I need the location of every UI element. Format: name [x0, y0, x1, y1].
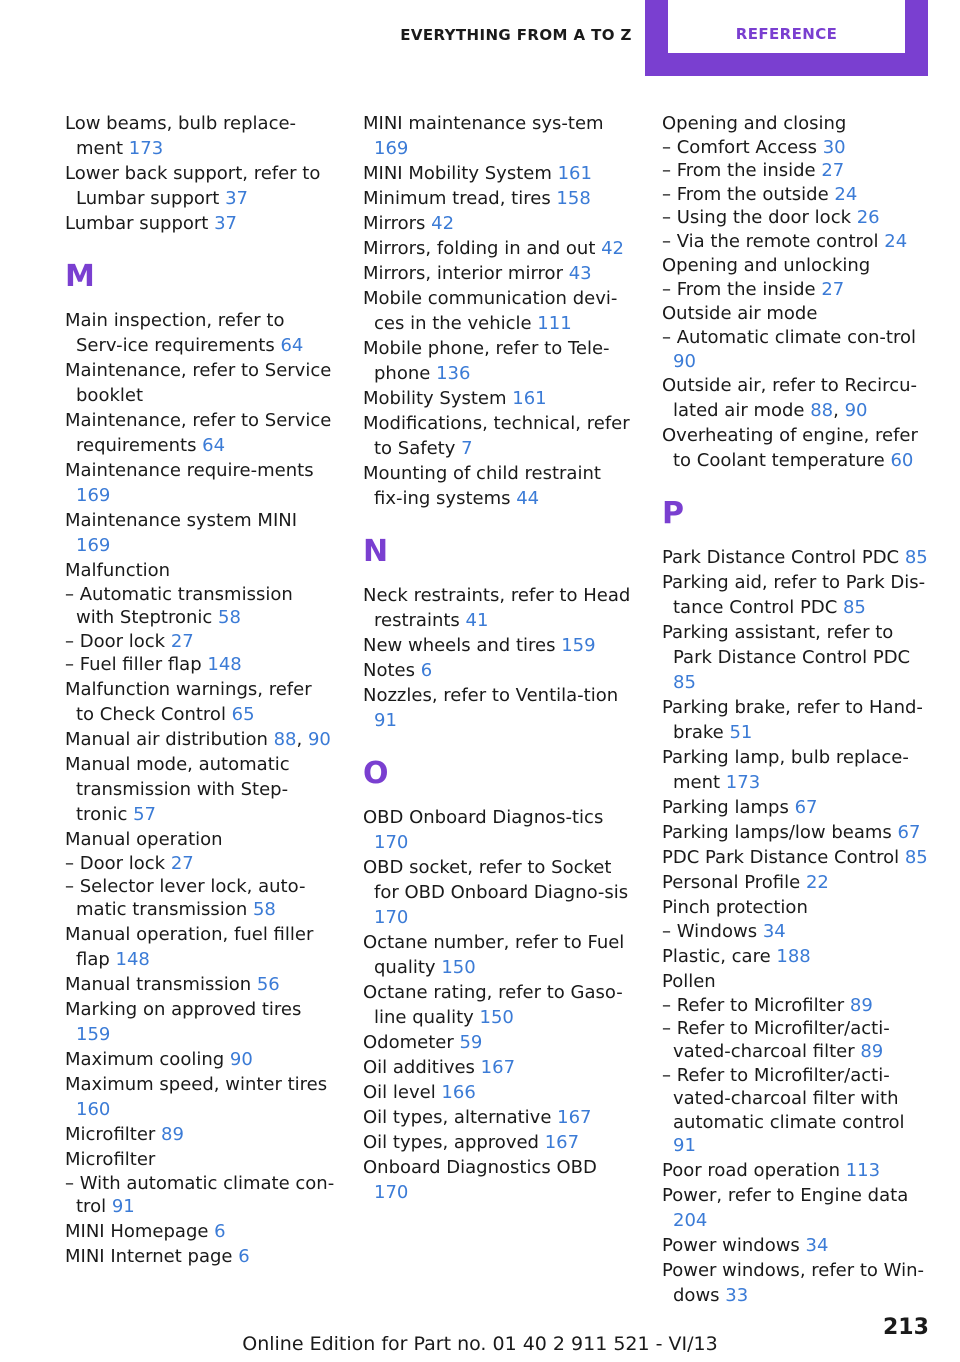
page-link[interactable]: 91 — [374, 710, 397, 731]
entry-text: Using the door lock — [676, 207, 857, 229]
entry-text: Automatic transmission with Steptronic — [76, 584, 293, 629]
index-subentry — [662, 183, 932, 206]
page-link[interactable]: 34 — [762, 921, 786, 943]
entry-text: Oil types, alternative — [363, 1107, 558, 1128]
entry-text: Comfort Access — [676, 137, 823, 158]
index-entry — [363, 683, 633, 733]
page-link[interactable]: 57 — [133, 803, 157, 825]
index-subentry — [662, 278, 932, 301]
page-link[interactable]: 58 — [252, 899, 276, 921]
page-link[interactable]: 169 — [76, 535, 111, 556]
entry-text: Outside air, refer to Recircu-lated air mode — [662, 375, 917, 422]
entry-text: Opening and closing — [662, 113, 847, 134]
entry-text: Low beams, bulb replace-ment — [65, 113, 297, 159]
entry-text: Fuel filler flap — [79, 654, 208, 676]
page-link[interactable]: 167 — [557, 1107, 592, 1128]
entry-text: Manual transmission — [65, 973, 257, 995]
index-entry — [662, 1158, 932, 1183]
index-subentry — [65, 1172, 335, 1219]
page-link[interactable]: 113 — [845, 1159, 881, 1181]
index-entry — [662, 545, 932, 570]
index-subentry — [65, 852, 335, 875]
index-entry — [662, 820, 932, 845]
entry-text: Maximum cooling — [65, 1048, 230, 1070]
entry-text: Power, refer to Engine data — [662, 1184, 909, 1206]
index-entry — [363, 111, 633, 161]
page-link[interactable]: 43 — [568, 263, 592, 284]
index-entry — [363, 286, 633, 336]
index-column-2 — [363, 111, 633, 1205]
page-link[interactable]: 27 — [821, 279, 845, 301]
index-entry — [662, 895, 932, 920]
index-entry — [363, 930, 633, 980]
page-number: 213 — [883, 1315, 929, 1340]
page-link[interactable]: 67 — [897, 822, 921, 844]
entry-text: Overheating of engine, refer to Coolant temperature — [662, 425, 918, 472]
index-entry — [363, 236, 633, 261]
page-link[interactable]: 161 — [512, 388, 547, 409]
index-entry — [363, 336, 633, 386]
page-link[interactable]: 30 — [822, 137, 846, 158]
index-entry — [65, 211, 335, 236]
index-entry — [363, 980, 633, 1030]
page-link[interactable]: 24 — [884, 230, 908, 252]
page-link[interactable]: 148 — [207, 654, 242, 676]
page-link[interactable]: 173 — [128, 138, 164, 159]
index-entry — [65, 308, 335, 358]
entry-text: Manual operation, fuel filler flap — [65, 923, 314, 970]
entry-text: Outside air mode — [662, 303, 818, 325]
entry-text: From the inside — [676, 279, 822, 301]
index-entry — [363, 1130, 633, 1155]
index-entry — [662, 695, 932, 745]
entry-text: From the inside — [676, 160, 822, 182]
entry-text: Pollen — [662, 970, 716, 992]
entry-text: Notes — [363, 660, 421, 681]
index-entry — [65, 972, 335, 997]
index-entry — [662, 969, 932, 994]
page-link[interactable]: 89 — [860, 1041, 884, 1063]
index-entry — [65, 458, 335, 508]
index-subentry — [662, 206, 932, 229]
entry-text: From the outside — [676, 183, 835, 205]
index-entry — [65, 752, 335, 827]
page-link[interactable]: 148 — [115, 948, 150, 970]
page-link[interactable]: 33 — [725, 1284, 749, 1306]
entry-text: Selector lever lock, auto-matic transmission — [76, 876, 306, 921]
entry-text: Oil types, approved — [363, 1132, 545, 1153]
page-link[interactable]: 89 — [849, 994, 873, 1016]
index-subentry — [662, 136, 932, 159]
page-link[interactable]: 85 — [904, 547, 928, 569]
index-entry — [65, 111, 335, 161]
index-subentry — [662, 994, 932, 1017]
page-link[interactable]: 67 — [794, 797, 818, 819]
index-entry — [662, 795, 932, 820]
page-link[interactable]: 64 — [280, 335, 304, 356]
page-link[interactable]: 88 — [273, 728, 297, 750]
page-link[interactable]: 37 — [225, 188, 248, 209]
section-letter: O — [363, 756, 389, 791]
entry-text: Onboard Diagnostics OBD — [363, 1157, 597, 1178]
entry-text: Windows — [676, 921, 763, 943]
page-link[interactable]: 6 — [420, 660, 433, 681]
entry-text: Oil additives — [363, 1057, 481, 1078]
page-link[interactable]: 170 — [374, 907, 409, 928]
entry-text: MINI maintenance sys-tem — [363, 113, 604, 134]
page-link[interactable]: 89 — [161, 1123, 184, 1145]
page-link[interactable]: 167 — [480, 1057, 516, 1078]
page-link[interactable]: 85 — [904, 847, 928, 869]
header-section-title: EVERYTHING FROM A TO Z — [400, 26, 632, 44]
page-link[interactable]: 85 — [842, 597, 866, 619]
page-link[interactable]: 160 — [76, 1098, 111, 1120]
index-entry — [662, 620, 932, 695]
entry-text: Octane rating, refer to Gaso-line quality — [363, 982, 623, 1028]
entry-text: Maintenance require-ments — [65, 460, 314, 481]
page-link[interactable]: 26 — [856, 207, 880, 229]
index-entry — [662, 570, 932, 620]
entry-text: MINI Homepage — [65, 1220, 215, 1242]
entry-text: Poor road operation — [662, 1159, 846, 1181]
index-entry — [65, 1219, 335, 1244]
entry-text: Refer to Microfilter/acti-vated-charcoal filter — [673, 1018, 890, 1063]
index-entry — [363, 161, 633, 186]
index-entry — [662, 1258, 932, 1308]
index-entry — [65, 508, 335, 558]
index-entry — [662, 944, 932, 969]
entry-text: Plastic, care — [662, 945, 777, 967]
entry-text: Parking lamps/low beams — [662, 822, 898, 844]
page-link[interactable]: 7 — [461, 438, 473, 459]
entry-text: Microfilter — [65, 1148, 156, 1170]
page-link[interactable]: 65 — [231, 703, 255, 725]
index-entry — [662, 845, 932, 870]
page-link[interactable]: 204 — [673, 1209, 708, 1231]
index-subentry — [662, 230, 932, 253]
index-entry — [65, 161, 335, 211]
index-entry — [65, 827, 335, 852]
index-entry — [65, 1244, 335, 1269]
entry-text: Maintenance system MINI — [65, 510, 298, 531]
index-entry — [363, 261, 633, 286]
page-link[interactable]: 161 — [557, 163, 592, 184]
page-link[interactable]: 41 — [465, 610, 489, 631]
entry-text: Mirrors — [363, 213, 432, 234]
entry-text: Refer to Microfilter/acti-vated-charcoal filter with automatic climate control — [673, 1064, 905, 1133]
page-link[interactable]: 58 — [218, 607, 241, 629]
page-link[interactable]: 170 — [374, 832, 409, 853]
index-entry — [363, 658, 633, 683]
index-entry — [363, 855, 633, 930]
index-entry — [662, 1233, 932, 1258]
entry-text: Modifications, technical, refer to Safety — [363, 413, 630, 459]
page-link[interactable]: 166 — [441, 1082, 476, 1103]
entry-text: Oil level — [363, 1082, 442, 1103]
index-entry — [363, 1080, 633, 1105]
page-link[interactable]: 42 — [601, 238, 625, 259]
index-entry — [363, 1055, 633, 1080]
index-entry — [662, 745, 932, 795]
index-entry — [65, 922, 335, 972]
entry-text: Mobile communication devi-ces in the vehicle — [363, 288, 618, 334]
footer-edition: Online Edition for Part no. 01 40 2 911 521 - VI/13 — [242, 1333, 718, 1355]
entry-text: Manual mode, automatic transmission with Step-tronic — [65, 753, 290, 825]
index-entry — [363, 805, 633, 855]
page-link[interactable]: 91 — [673, 1135, 696, 1157]
index-entry — [65, 1147, 335, 1172]
index-entry — [65, 1072, 335, 1122]
page-link[interactable]: 60 — [890, 450, 914, 472]
page-link[interactable]: 6 — [238, 1245, 250, 1267]
entry-text: Manual operation — [65, 828, 223, 850]
index-entry — [363, 186, 633, 211]
entry-text: Power windows — [662, 1234, 806, 1256]
index-entry — [65, 997, 335, 1047]
index-entry — [65, 408, 335, 458]
index-entry — [662, 111, 932, 136]
page-link[interactable]: 90 — [673, 350, 696, 372]
entry-text: Maintenance, refer to Service booklet — [65, 360, 332, 406]
page-link[interactable]: 42 — [431, 213, 455, 234]
index-entry — [363, 386, 633, 411]
page-link[interactable]: 150 — [479, 1007, 514, 1028]
index-entry — [363, 411, 633, 461]
index-entry: Manual air distribution 88, 90 — [65, 728, 331, 750]
entry-text: Manual air distribution — [65, 728, 274, 750]
page-link[interactable]: 90 — [844, 400, 868, 422]
entry-text: OBD socket, refer to Socket for OBD Onboard Diagno-sis — [363, 857, 629, 903]
entry-text: Parking aid, refer to Park Dis-tance Control PDC — [662, 572, 926, 619]
index-subentry — [65, 583, 335, 630]
reference-tab-label: REFERENCE — [735, 25, 838, 43]
entry-text: Mirrors, interior mirror — [363, 263, 569, 284]
page-link[interactable]: 51 — [729, 722, 753, 744]
entry-text: Parking lamps — [662, 797, 795, 819]
entry-text: Power windows, refer to Win-dows — [662, 1259, 924, 1306]
page-link[interactable]: 158 — [556, 188, 591, 209]
index-entry — [65, 358, 335, 408]
page-link[interactable]: 34 — [805, 1234, 829, 1256]
index-entry — [363, 583, 633, 633]
index-subentry — [65, 630, 335, 653]
entry-text: Door lock — [79, 630, 171, 652]
index-subentry — [662, 1064, 932, 1158]
entry-text: Parking lamp, bulb replace-ment — [662, 747, 909, 794]
entry-text: Parking assistant, refer to Park Distance Control PDC — [662, 622, 911, 669]
entry-text: Odometer — [363, 1032, 460, 1053]
entry-text: MINI Mobility System — [363, 163, 558, 184]
index-entry — [662, 870, 932, 895]
page-link[interactable]: 27 — [170, 852, 194, 874]
page-link[interactable]: 136 — [436, 363, 471, 384]
section-letter: M — [65, 259, 95, 294]
index-entry — [65, 1122, 335, 1147]
index-subentry — [662, 326, 932, 373]
page-link[interactable]: 44 — [516, 488, 540, 509]
page-link[interactable]: 59 — [459, 1032, 483, 1053]
page-link[interactable]: 173 — [725, 772, 761, 794]
index-entry — [662, 1183, 932, 1233]
entry-text: PDC Park Distance Control — [662, 847, 905, 869]
index-entry — [65, 1047, 335, 1072]
page-link[interactable]: 22 — [805, 872, 829, 894]
index-entry — [363, 1105, 633, 1130]
index-entry — [65, 558, 335, 583]
page-link[interactable]: 150 — [441, 957, 476, 978]
page-link[interactable]: 159 — [76, 1023, 111, 1045]
index-entry: Outside air, refer to Recircu-lated air mode 88, 90 — [662, 375, 917, 422]
entry-text: Lumbar support — [65, 213, 215, 234]
page-link[interactable]: 169 — [374, 138, 409, 159]
index-column-1 — [65, 111, 335, 1269]
entry-text: Marking on approved tires — [65, 998, 302, 1020]
entry-text: OBD Onboard Diagnos-tics — [363, 807, 604, 828]
entry-text: Mobility System — [363, 388, 513, 409]
reference-tab-inner — [668, 0, 905, 53]
index-entry — [363, 633, 633, 658]
index-entry — [65, 677, 335, 727]
page-link[interactable]: 27 — [170, 630, 194, 652]
page-link[interactable]: 169 — [76, 485, 111, 506]
entry-text: With automatic climate con-trol — [76, 1172, 335, 1218]
page-link[interactable]: 159 — [561, 635, 596, 656]
entry-text: Malfunction warnings, refer to Check Control — [65, 678, 312, 725]
page-link[interactable]: 88 — [810, 400, 834, 422]
entry-text: Octane number, refer to Fuel quality — [363, 932, 625, 978]
entry-text: Via the remote control — [676, 230, 885, 252]
index-entry — [662, 423, 932, 473]
entry-text: Minimum tread, tires — [363, 188, 557, 209]
index-column-3 — [662, 111, 932, 1308]
index-subentry — [65, 653, 335, 676]
index-entry — [363, 211, 633, 236]
entry-text: Refer to Microfilter — [676, 994, 850, 1016]
page-link[interactable]: 85 — [673, 672, 696, 694]
page-link[interactable]: 170 — [374, 1182, 409, 1203]
page-link[interactable]: 188 — [776, 945, 811, 967]
entry-text: Pinch protection — [662, 897, 808, 919]
entry-text: Mounting of child restraint fix-ing systems — [363, 463, 601, 509]
entry-text: Lower back support, refer to Lumbar support — [65, 163, 321, 209]
entry-text: Mobile phone, refer to Tele-phone — [363, 338, 610, 384]
page-link[interactable]: 90 — [229, 1048, 253, 1070]
index-subentry — [65, 875, 335, 922]
entry-text: Nozzles, refer to Ventila-tion — [363, 685, 619, 706]
entry-text: Automatic climate con-trol — [676, 327, 916, 349]
entry-text: Park Distance Control PDC — [662, 547, 905, 569]
index-entry — [363, 1030, 633, 1055]
section-letter: N — [363, 534, 389, 569]
page-link[interactable]: 56 — [256, 973, 280, 995]
entry-text: Maximum speed, winter tires — [65, 1073, 328, 1095]
entry-text: Maintenance, refer to Service requirements — [65, 410, 332, 456]
page-link[interactable]: 64 — [202, 435, 226, 456]
entry-text: Parking brake, refer to Hand-brake — [662, 697, 923, 744]
entry-text: Personal Profile — [662, 872, 806, 894]
index-entry — [363, 1155, 633, 1205]
page-link[interactable]: 167 — [544, 1132, 580, 1153]
entry-text: Door lock — [79, 852, 171, 874]
section-letter: P — [662, 496, 684, 532]
index-entry — [662, 253, 932, 278]
index-subentry — [662, 920, 932, 943]
entry-text: Main inspection, refer to Serv-ice requirements — [65, 310, 285, 356]
page-link[interactable]: 24 — [834, 183, 858, 205]
page-link[interactable]: 27 — [821, 160, 845, 182]
index-entry — [363, 461, 633, 511]
entry-text: Mirrors, folding in and out — [363, 238, 602, 259]
page-link[interactable]: 91 — [111, 1196, 135, 1218]
reference-tab[interactable] — [645, 0, 928, 76]
page-link[interactable]: 6 — [214, 1220, 226, 1242]
page-link[interactable]: 111 — [537, 313, 572, 334]
index-subentry — [662, 1017, 932, 1064]
entry-text: Opening and unlocking — [662, 255, 871, 277]
page-link[interactable]: 90 — [307, 728, 331, 750]
index-subentry — [662, 159, 932, 182]
entry-text: Microfilter — [65, 1123, 162, 1145]
entry-text: Neck restraints, refer to Head restraints — [363, 585, 631, 631]
index-entry — [662, 301, 932, 326]
page-link[interactable]: 37 — [214, 213, 237, 234]
entry-text: New wheels and tires — [363, 635, 562, 656]
entry-text: Malfunction — [65, 560, 171, 581]
entry-text: MINI Internet page — [65, 1245, 239, 1267]
